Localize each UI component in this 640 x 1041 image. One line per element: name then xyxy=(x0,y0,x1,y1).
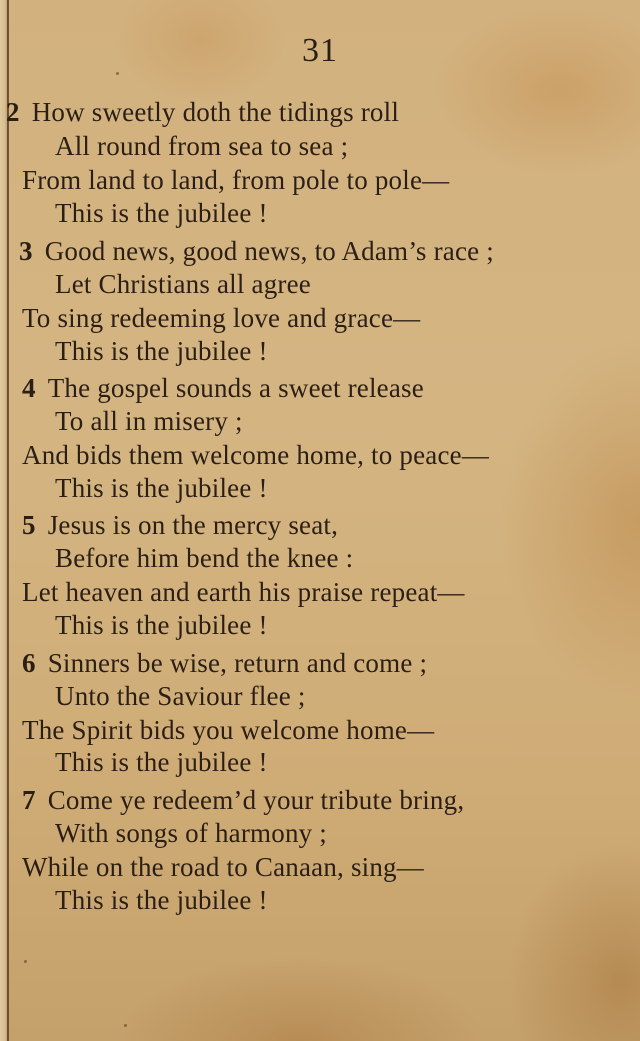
stanza-line-3: And bids them welcome home, to peace— xyxy=(22,440,490,470)
stanza-line-4: This is the jubilee ! xyxy=(55,198,268,228)
stanza-line-4: This is the jubilee ! xyxy=(55,610,268,640)
stanza-line-4: This is the jubilee ! xyxy=(55,473,268,503)
stanza-number: 5 xyxy=(22,510,36,540)
stanza-line-1: 6 Sinners be wise, return and come ; xyxy=(22,648,428,678)
stanza-line-3: Let heaven and earth his praise repeat— xyxy=(22,577,465,607)
stanza-number: 2 xyxy=(6,97,20,127)
stanza-number: 6 xyxy=(22,648,36,678)
stanza-line-3: The Spirit bids you welcome home— xyxy=(22,715,435,745)
stanza-line-1: 3 Good news, good news, to Adam’s race ; xyxy=(19,236,494,266)
stanza-line-4: This is the jubilee ! xyxy=(55,885,268,915)
stanza-line-2: To all in misery ; xyxy=(55,406,243,436)
stanza-line-2: Unto the Saviour flee ; xyxy=(55,681,306,711)
binding-line xyxy=(7,0,9,1041)
ink-speck xyxy=(24,960,27,963)
stanza-line-3: To sing redeeming love and grace— xyxy=(22,303,421,333)
stanza-line-4: This is the jubilee ! xyxy=(55,747,268,777)
page-number: 31 xyxy=(302,32,338,69)
stanza-number: 3 xyxy=(19,236,33,266)
ink-speck xyxy=(124,1024,127,1027)
stanza-number: 4 xyxy=(22,373,36,403)
stanza-line-3: From land to land, from pole to pole— xyxy=(22,165,450,195)
stanza-line-2: Let Christians all agree xyxy=(55,269,311,299)
ink-speck xyxy=(116,72,119,75)
stanza-line-1: 2 How sweetly doth the tidings roll xyxy=(6,97,400,127)
stanza-line-2: All round from sea to sea ; xyxy=(55,131,349,161)
stanza-number: 7 xyxy=(22,785,36,815)
stanza-line-1: 5 Jesus is on the mercy seat, xyxy=(22,510,339,540)
stanza-line-2: Before him bend the knee : xyxy=(55,543,354,573)
stanza-line-1: 4 The gospel sounds a sweet release xyxy=(22,373,424,403)
stanza-line-3: While on the road to Canaan, sing— xyxy=(22,852,424,882)
stanza-line-1: 7 Come ye redeem’d your tribute bring, xyxy=(22,785,465,815)
stanza-line-2: With songs of harmony ; xyxy=(55,818,327,848)
stanza-line-4: This is the jubilee ! xyxy=(55,336,268,366)
